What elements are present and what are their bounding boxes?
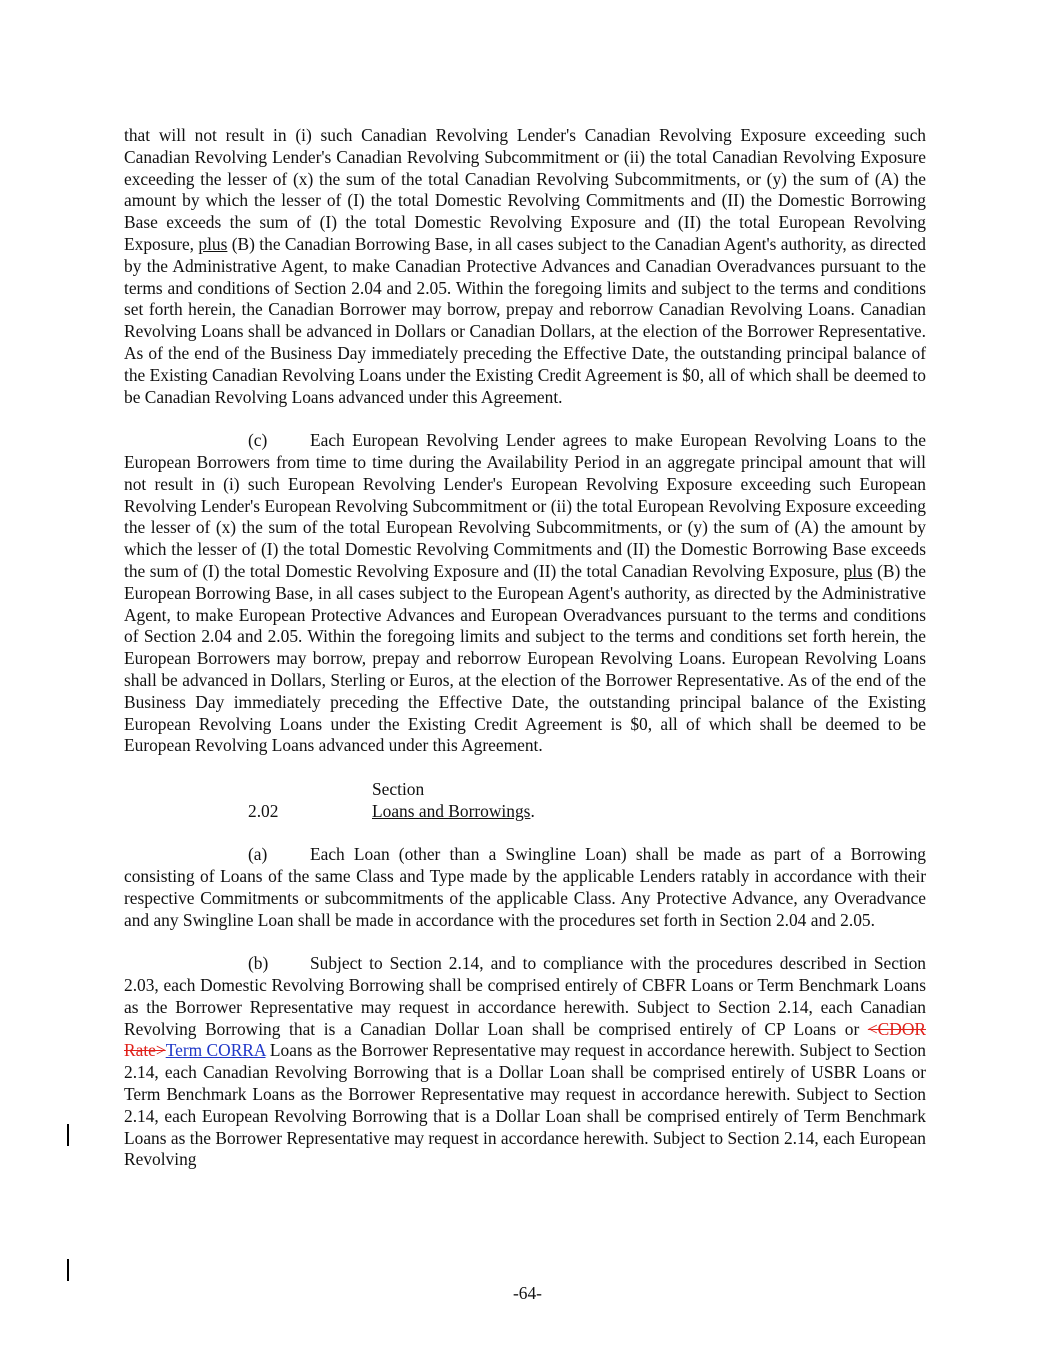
paragraph-text: Each Loan (other than a Swingline Loan) shall be made as part of a Borrowing consisting of Loans of the same Class and Type made by the applicable Lenders ratably in accordance with their respective Commitments or subcommitments of the applicable Class. Any Protective Advance, any Overadvance and any Swingline Loan shall be made in accordance with the procedures set forth in Section 2.04 and 2.05. — [124, 844, 926, 930]
plus-term: plus — [843, 560, 873, 581]
paragraph-text: (B) the European Borrowing Base, in all cases subject to the European Agent's authority, as directed by the Administrative Agent, to make European Protective Advances and European Overadvances pursuant to the terms and conditions of Section 2.04 and 2.05. Within the foregoing limits and subject to the terms and conditions set forth herein, the European Borrowers may borrow, prepay and reborrow European Revolving Loans. European Revolving Loans shall be advanced in Dollars, Sterling or Euros, at the election of the Borrower Representative. As of the end of the Business Day immediately preceding the Effective Date, the outstanding principal balance of the Existing European Revolving Loans under the Existing Credit Agreement is $0, all of which shall be deemed to be European Revolving Loans advanced under this Agreement. — [124, 560, 926, 756]
paragraph-text: Subject to Section 2.14, and to compliance with the procedures described in Section 2.03, each Domestic Revolving Borrowing shall be comprised entirely of CBFR Loans or Term Benchmark Loans as the Borrower Representative may request in accordance herewith. Subject to Section 2.14, each Canadian Revolving Borrowing that is a Canadian Dollar Loan shall be comprised entirely of CP Loans or — [124, 953, 926, 1039]
paragraph-canadian-continued — [124, 125, 926, 408]
paragraph-text: Loans as the Borrower Representative may request in accordance herewith. Subject to Section 2.14, each Canadian Revolving Borrowing that is a Dollar Loan shall be comprised entirely of USBR Loans or Term Benchmark Loans as the Borrower Representative may request in accordance herewith. Subject to Section 2.14, each European Revolving Borrowing that is a Dollar Loan shall be comprised entirely of Term Benchmark Loans as the Borrower Representative may request in accordance herewith. Subject to Section 2.14, each European Revolving — [124, 1040, 927, 1170]
paragraph-text: Each European Revolving Lender agrees to make European Revolving Loans to the European Borrowers from time to time during the Availability Period in an aggregate principal amount that will not result in (i) such European Revolving Lender's European Revolving Exposure exceeding such European Revolving Lender's European Revolving Subcommitment or (ii) the total European Revolving Exposure exceeding the lesser of (x) the sum of the total European Revolving Subcommitments, or (y) the sum of (A) the amount by which the lesser of (I) the total Domestic Revolving Commitments and (II) the Domestic Borrowing Base exceeds the sum of (I) the total Domestic Revolving Exposure and (II) the total Canadian Revolving Exposure, — [124, 430, 926, 581]
inserted-text: Term CORRA — [165, 1040, 266, 1061]
section-heading — [124, 779, 926, 823]
paragraph-c — [124, 430, 926, 757]
section-title-period: . — [530, 800, 535, 821]
paragraph-text: (B) the Canadian Borrowing Base, in all cases subject to the Canadian Agent's authority, as directed by the Administrative Agent, to make Canadian Protective Advances and Canadian Overadvances pursuant to the terms and conditions of Section 2.04 and 2.05. Within the foregoing limits and subject to the terms and conditions set forth herein, the Canadian Borrower may borrow, prepay and reborrow Canadian Revolving Loans. Canadian Revolving Loans shall be advanced in Dollars or Canadian Dollars, at the election of the Borrower Representative. As of the end of the Business Day immediately preceding the Effective Date, the outstanding principal balance of the Existing Canadian Revolving Loans under the Existing Credit Agreement is $0, all of which shall be deemed to be Canadian Revolving Loans advanced under this Agreement. — [124, 233, 926, 407]
change-bar — [67, 1259, 69, 1281]
document-body — [124, 125, 926, 1193]
page-number: -64- — [513, 1283, 542, 1303]
paragraph-text: that will not result in (i) such Canadian Revolving Lender's Canadian Revolving Exposure exceeding such Canadian Revolving Lender's Canadian Revolving Subcommitment or (ii) the total Canadian Revolving Exposure exceeding the lesser of (x) the sum of the total Canadian Revolving Subcommitments, or (y) the sum of (A) the amount by which the lesser of (I) the total Domestic Revolving Commitments and (II) the Domestic Borrowing Base exceeds the sum of (I) the total Domestic Revolving Exposure and (II) the total European Revolving Exposure, — [124, 125, 926, 254]
deleted-text: <CDOR Rate> — [124, 1018, 926, 1061]
paragraph-b — [124, 953, 926, 1171]
clause-label-b: (b) — [248, 953, 269, 974]
section-number: Section 2.02 — [248, 778, 425, 821]
section-title: Loans and Borrowings — [372, 800, 531, 821]
paragraph-a — [124, 844, 926, 931]
clause-label-a: (a) — [248, 844, 268, 865]
change-bar — [67, 1124, 69, 1146]
plus-term: plus — [198, 233, 228, 254]
clause-label-c: (c) — [248, 430, 268, 451]
